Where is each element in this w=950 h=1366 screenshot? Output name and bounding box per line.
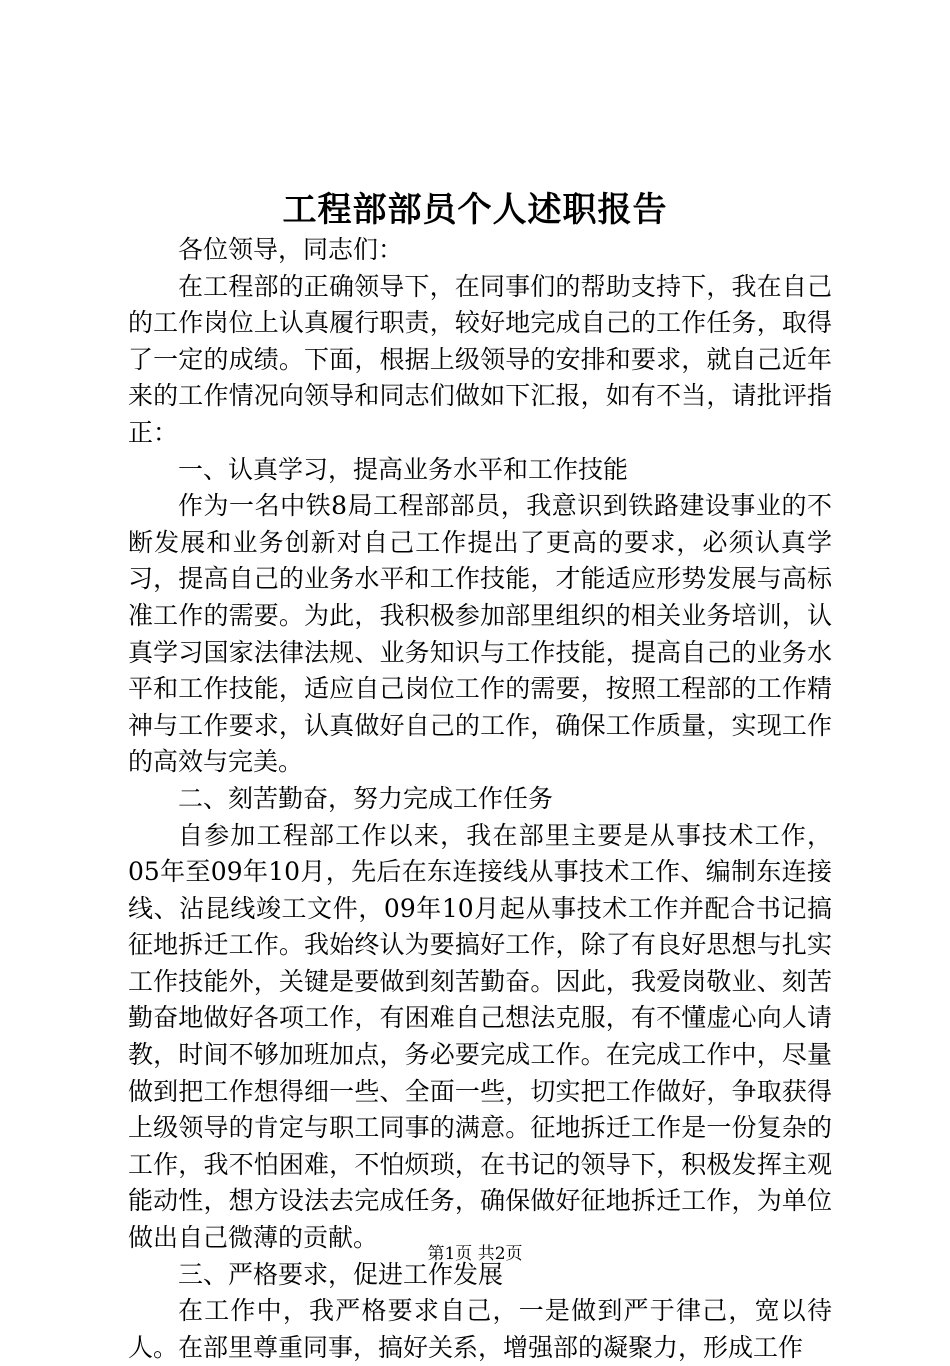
- section-1-paragraph: 作为一名中铁8局工程部部员，我意识到铁路建设事业的不断发展和业务创新对自己工作提出了更高的要求，必须认真学习，提高自己的业务水平和工作技能，才能适应形势发展与高标准工作的需要。为此，我积极参加部里组织的相关业务培训，认真学习国家法律法规、业务知识与工作技能，提高自己的业务水平和工作技能，适应自己岗位工作的需要，按照工程部的工作精神与工作要求，认真做好自己的工作，确保工作质量，实现工作的高效与完美。: [128, 491, 832, 777]
- salutation-paragraph: 各位领导，同志们：: [178, 235, 404, 264]
- section-heading-3: 三、严格要求，促进工作发展: [178, 1259, 504, 1289]
- page-number-footer: 第1页 共2页: [427, 1244, 523, 1264]
- section-heading-2: 二、刻苦勤奋，努力完成工作任务: [178, 783, 554, 813]
- document-body: [128, 232, 832, 1366]
- section-2-paragraph: 自参加工程部工作以来，我在部里主要是从事技术工作，05年至09年10月，先后在东连接线从事技术工作、编制东连接线、沾昆线竣工文件，09年10月起从事技术工作并配合书记搞征地拆迁工作。我始终认为要搞好工作，除了有良好思想与扎实工作技能外，关键是要做到刻苦勤奋。因此，我爱岗敬业、刻苦勤奋地做好各项工作，有困难自己想法克服，有不懂虚心向人请教，时间不够加班加点，务必要完成工作。在完成工作中，尽量做到把工作想得细一些、全面一些，切实把工作做好，争取获得上级领导的肯定与职工同事的满意。征地拆迁工作是一份复杂的工作，我不怕困难，不怕烦琐，在书记的领导下，积极发挥主观能动性，想方设法去完成任务，确保做好征地拆迁工作，为单位做出自己微薄的贡献。: [128, 820, 832, 1253]
- document-title: 工程部部员个人述职报告: [282, 190, 668, 230]
- section-heading-1: 一、认真学习，提高业务水平和工作技能: [178, 454, 629, 484]
- intro-paragraph: 在工程部的正确领导下，在同事们的帮助支持下，我在自己的工作岗位上认真履行职责，较好地完成自己的工作任务，取得了一定的成绩。下面，根据上级领导的安排和要求，就自己近年来的工作情况向领导和同志们做如下汇报，如有不当，请批评指正：: [128, 271, 832, 447]
- section-3-paragraph: 在工作中，我严格要求自己，一是做到严于律己，宽以待人。在部里尊重同事，搞好关系，增强部的凝聚力，形成工作: [128, 1296, 832, 1362]
